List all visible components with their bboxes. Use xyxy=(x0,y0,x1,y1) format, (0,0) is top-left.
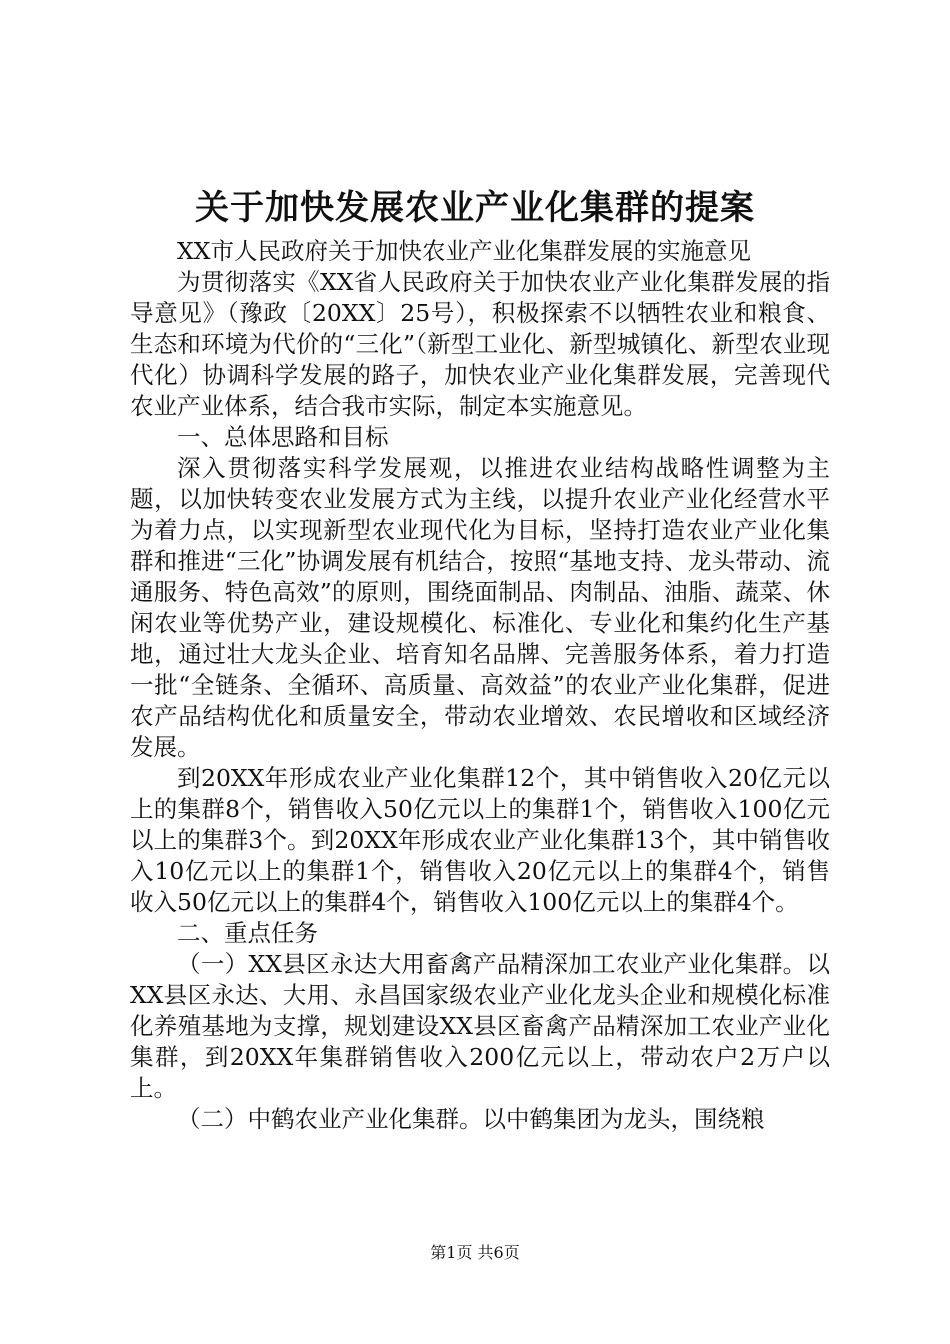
document-body xyxy=(130,236,830,1135)
page-number-footer: 第1页 共6页 xyxy=(430,1243,520,1262)
paragraph-task-1: （一）XX县区永达大用畜禽产品精深加工农业产业化集群。以XX县区永达、大用、永昌国家级农业产业化龙头企业和规模化标准化养殖基地为支撑，规划建设XX县区畜禽产品精深加工农业产业化集群，到20XX年集群销售收入200亿元以上，带动农户2万户以上。 xyxy=(130,950,830,1102)
paragraph-task-2: （二）中鹤农业产业化集群。以中鹤集团为龙头，围绕粮 xyxy=(177,1105,765,1133)
section-heading-1: 一、总体思路和目标 xyxy=(177,423,389,451)
paragraph-targets: 到20XX年形成农业产业化集群12个，其中销售收入20亿元以上的集群8个，销售收入50亿元以上的集群1个，销售收入100亿元以上的集群3个。到20XX年形成农业产业化集群13个，其中销售收入10亿元以上的集群1个，销售收入20亿元以上的集群4个，销售收入50亿元以上的集群4个，销售收入100亿元以上的集群4个。 xyxy=(130,764,830,916)
paragraph-intro: 为贯彻落实《XX省人民政府关于加快农业产业化集群发展的指导意见》（豫政〔20XX〕25号），积极探索不以牺牲农业和粮食、生态和环境为代价的“三化”（新型工业化、新型城镇化、新型农业现代化）协调科学发展的路子，加快农业产业化集群发展，完善现代农业产业体系，结合我市实际，制定本实施意见。 xyxy=(130,268,830,420)
section-heading-2: 二、重点任务 xyxy=(177,919,318,947)
paragraph-guiding-ideas: 深入贯彻落实科学发展观，以推进农业结构战略性调整为主题，以加快转变农业发展方式为主线，以提升农业产业化经营水平为着力点，以实现新型农业现代化为目标，坚持打造农业产业化集群和推进“三化”协调发展有机结合，按照“基地支持、龙头带动、流通服务、特色高效”的原则，围绕面制品、肉制品、油脂、蔬菜、休闲农业等优势产业，建设规模化、标准化、专业化和集约化生产基地，通过壮大龙头企业、培育知名品牌、完善服务体系，着力打造一批“全链条、全循环、高质量、高效益”的农业产业化集群，促进农产品结构优化和质量安全，带动农业增效、农民增收和区域经济发展。 xyxy=(130,454,830,761)
paragraph-subtitle: XX市人民政府关于加快农业产业化集群发展的实施意见 xyxy=(177,237,751,265)
document-title: 关于加快发展农业产业化集群的提案 xyxy=(195,188,755,228)
